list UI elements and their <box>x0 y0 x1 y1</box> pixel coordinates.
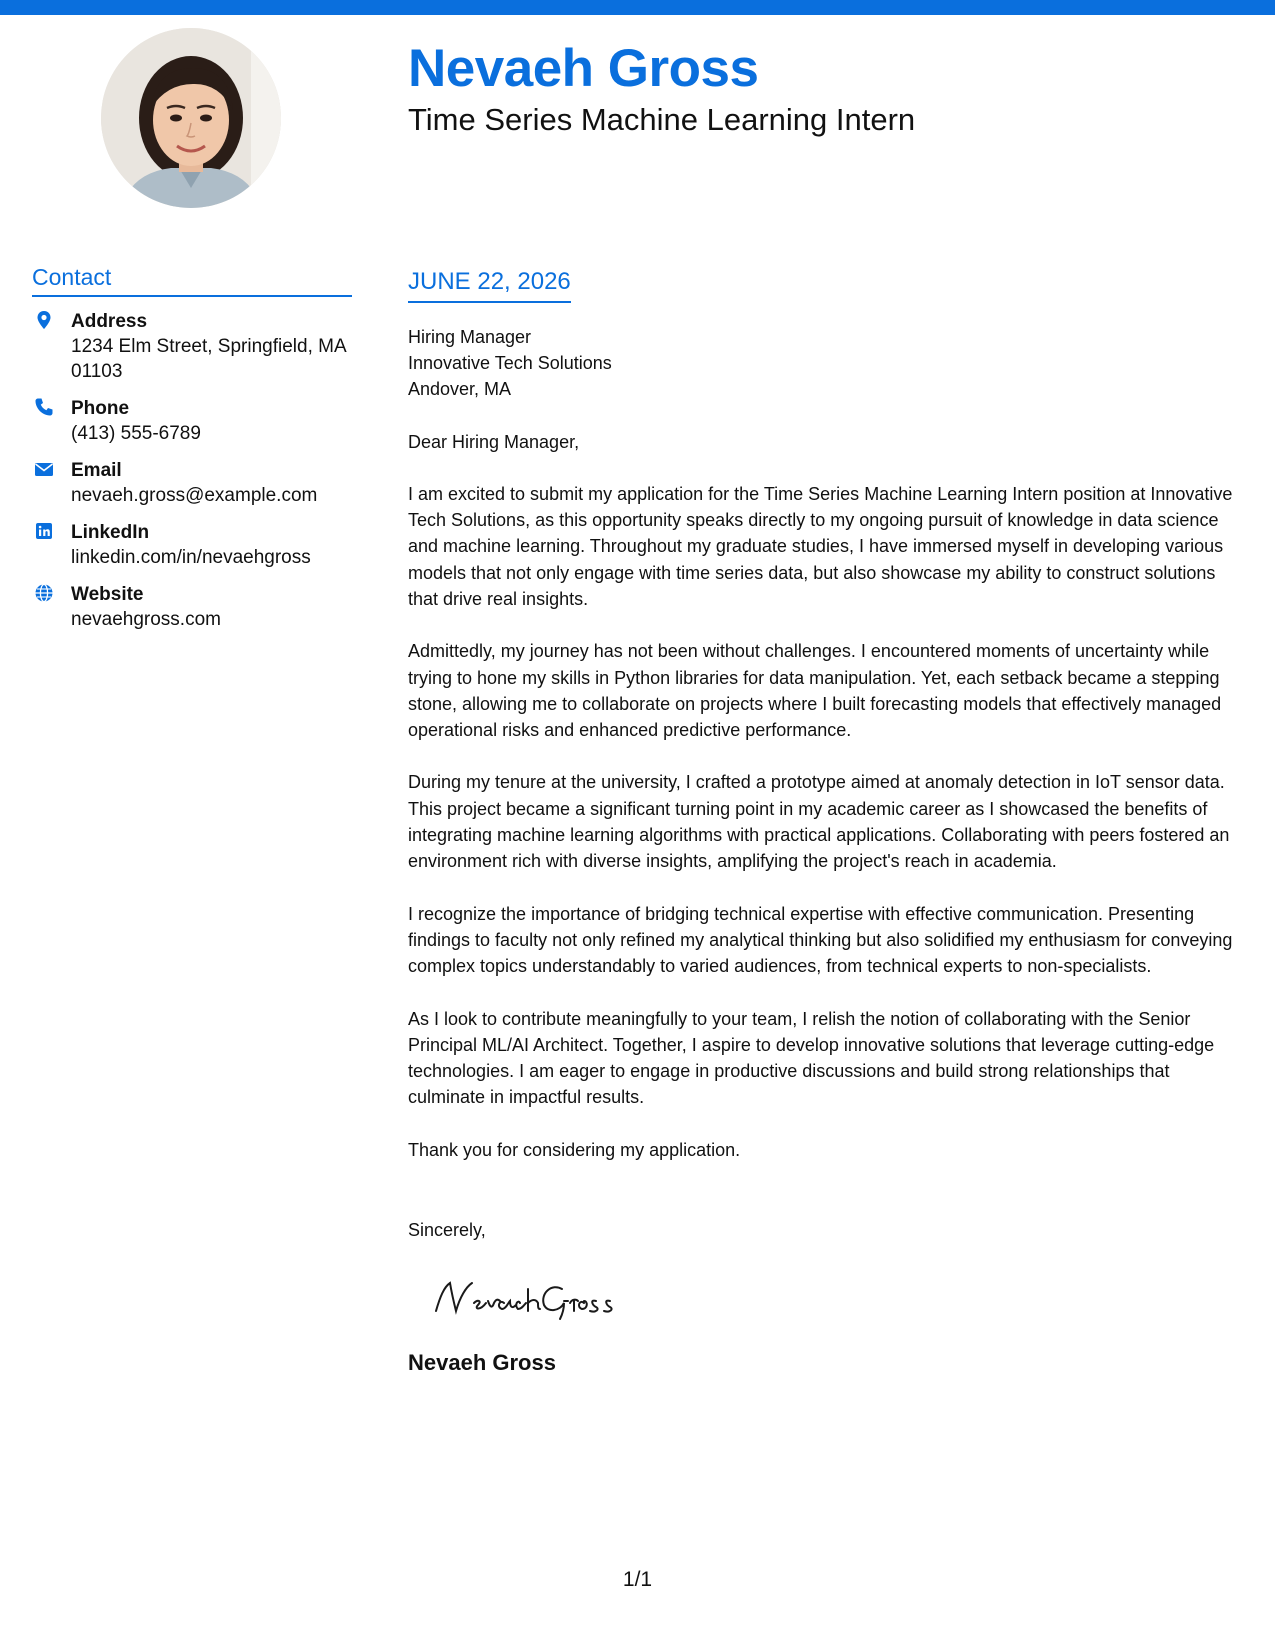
recipient-line: Hiring Manager <box>408 326 532 347</box>
website-value[interactable]: nevaehgross.com <box>71 608 221 630</box>
map-pin-icon <box>34 310 54 330</box>
applicant-name: Nevaeh Gross <box>408 39 759 98</box>
profile-photo <box>101 28 281 208</box>
email-value[interactable]: nevaeh.gross@example.com <box>71 484 318 506</box>
body-paragraph: As I look to contribute meaningfully to your team, I relish the notion of collaborating with the Senior Principal ML/AI Architect. Together, I aspire to develop innovative solutions that leverage cutting-edge technologies. I am eager to engage in productive discussions and build strong relationships that culminate in impactful results. <box>408 1008 1215 1108</box>
contact-label: Address <box>71 310 148 332</box>
recipient-line: Innovative Tech Solutions <box>408 352 612 373</box>
salutation: Dear Hiring Manager, <box>408 431 580 452</box>
linkedin-icon <box>34 521 54 541</box>
thank-you-line: Thank you for considering my application. <box>408 1139 741 1160</box>
job-title: Time Series Machine Learning Intern <box>408 102 916 137</box>
page-number: 1/1 <box>622 1568 653 1591</box>
letter-date: JUNE 22, 2026 <box>408 268 571 303</box>
contact-item-address <box>32 309 352 384</box>
address-value: 1234 Elm Street, Springfield, MA 01103 <box>71 335 346 382</box>
recipient-line: Andover, MA <box>408 378 512 399</box>
contact-item-email <box>32 458 352 508</box>
contact-sidebar <box>32 264 352 644</box>
handwritten-signature <box>428 1267 658 1327</box>
contact-label: Email <box>71 459 122 481</box>
body-paragraph: I am excited to submit my application for the Time Series Machine Learning Intern position at Innovative Tech Solutions, as this opportunity speaks directly to my ongoing pursuit of knowledge in data science and machine learning. Throughout my graduate studies, I have immersed myself in developing various models that not only engage with time series data, but also showcase my ability to construct solutions that drive real insights. <box>408 483 1233 609</box>
envelope-icon <box>34 459 54 479</box>
recipient-block <box>408 324 1248 402</box>
body-paragraph: Admittedly, my journey has not been without challenges. I encountered moments of uncertainty while trying to hone my skills in Python libraries for data manipulation. Yet, each setback became a stepping stone, allowing me to collaborate on projects where I built forecasting models that effectively managed operational risks and enhanced predictive performance. <box>408 641 1222 741</box>
globe-icon <box>34 583 54 603</box>
contact-label: LinkedIn <box>71 521 150 543</box>
closing: Sincerely, <box>408 1219 486 1240</box>
phone-icon <box>34 397 54 417</box>
phone-value: (413) 555-6789 <box>71 422 201 444</box>
contact-item-website <box>32 582 352 632</box>
contact-item-phone <box>32 396 352 446</box>
cover-letter <box>408 268 1248 1377</box>
contact-item-linkedin <box>32 520 352 570</box>
signed-name: Nevaeh Gross <box>408 1349 556 1375</box>
linkedin-value[interactable]: linkedin.com/in/nevaehgross <box>71 546 311 568</box>
contact-heading: Contact <box>32 264 352 297</box>
contact-label: Website <box>71 583 144 605</box>
contact-label: Phone <box>71 397 130 419</box>
body-paragraph: I recognize the importance of bridging technical expertise with effective communication. Presenting findings to faculty not only refined my analytical thinking but also solidified my enthusiasm for conveying complex topics understandably to varied audiences, from technical experts to non-specialists. <box>408 903 1233 977</box>
top-accent-bar <box>0 0 1275 15</box>
body-paragraph: During my tenure at the university, I crafted a prototype aimed at anomaly detection in IoT sensor data. This project became a significant turning point in my academic career as I showcased the benefits of integrating machine learning algorithms with practical applications. Collaborating with peers fostered an environment rich with diverse insights, amplifying the project's reach in academia. <box>408 772 1230 872</box>
